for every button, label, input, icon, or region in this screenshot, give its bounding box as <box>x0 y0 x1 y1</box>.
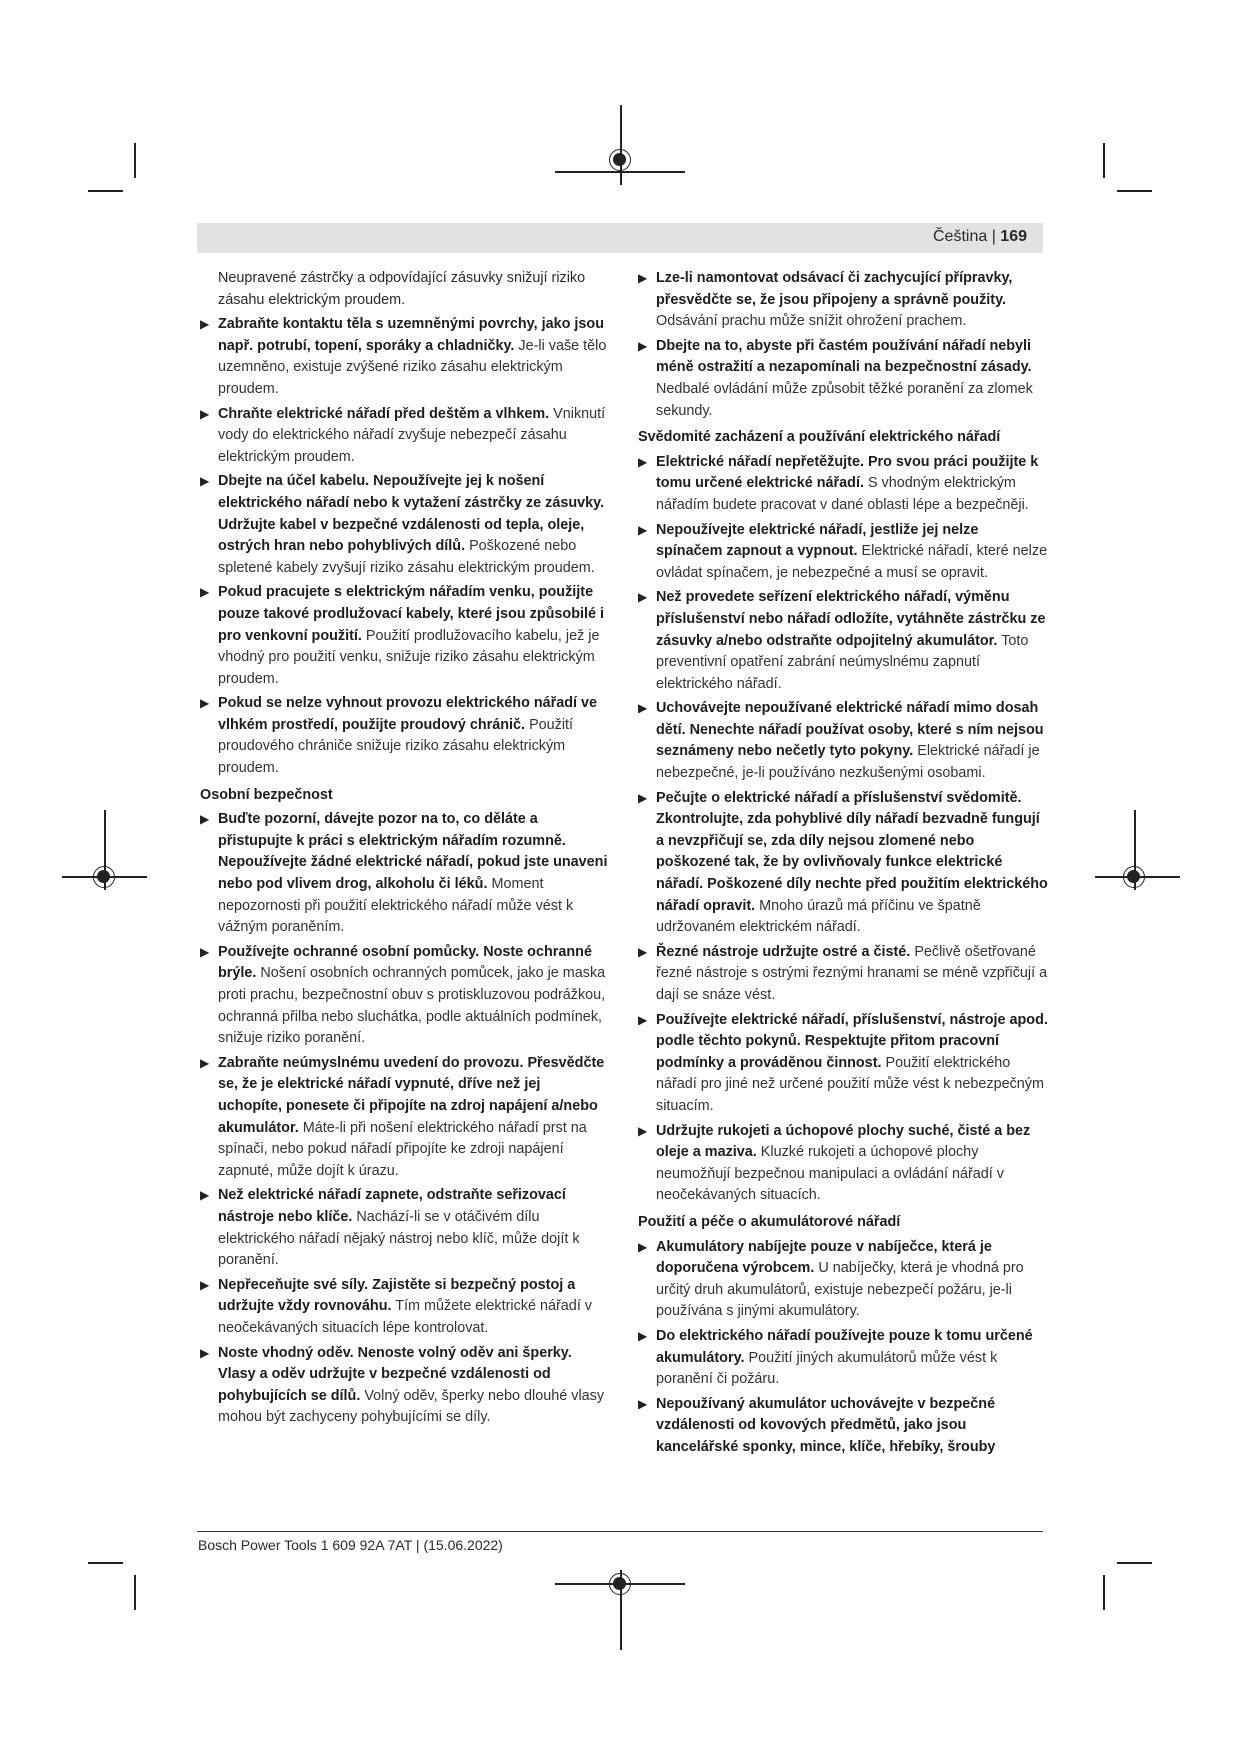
list-item: ▶ Nepoužívaný akumulátor uchovávejte v bezpečné vzdálenosti od kovových předmětů, jako jsou kancelářské sponky, mince, klíče, hřebíky, šrouby <box>638 1395 996 1455</box>
intro-paragraph: Neupravené zástrčky a odpovídající zásuvky snižují riziko zásahu elektrickým proudem. <box>218 270 586 308</box>
list-item: ▶ Lze-li namontovat odsávací či zachycující přípravky, přesvědčte se, že jsou připojeny a správně použity. Odsávání prachu může snížit ohrožení prachem. <box>638 270 1013 330</box>
triangle-bullet-icon: ▶ <box>638 1396 648 1411</box>
triangle-bullet-icon: ▶ <box>638 454 648 469</box>
triangle-bullet-icon: ▶ <box>638 338 648 353</box>
triangle-bullet-icon: ▶ <box>638 271 648 285</box>
list-item: ▶ Buďte pozorní, dávejte pozor na to, co děláte a přistupujte k práci s elektrickým nářadím rozumně. Nepoužívejte žádné elektrické nářadí, pokud jste unaveni nebo pod vlivem drog, alkoholu či léků. Moment nepozornosti při použití elektrického nářadí může vést k vážným poraněním. <box>200 811 608 936</box>
list-item: ▶ Nepoužívejte elektrické nářadí, jestliže jej nelze spínačem zapnout a vypnout. Elektrické nářadí, které nelze ovládat spínačem, je nebezpečné a musí se opravit. <box>638 521 1048 581</box>
triangle-bullet-icon: ▶ <box>638 1123 648 1138</box>
triangle-bullet-icon: ▶ <box>638 522 648 537</box>
list-item: ▶ Pokud se nelze vyhnout provozu elektrického nářadí ve vlhkém prostředí, použijte proudový chránič. Použití proudového chrániče snižuje riziko zásahu elektrickým proudem. <box>200 695 598 777</box>
left-column <box>200 268 608 1432</box>
right-column <box>638 268 1048 1461</box>
triangle-bullet-icon: ▶ <box>638 701 648 716</box>
list-item: ▶ Používejte elektrické nářadí, příslušenství, nástroje apod. podle těchto pokynů. Respektujte přitom pracovní podmínky a prováděnou činnost. Použití elektrického nářadí pro jiné než určené použití může vést k nebezpečným situacím. <box>638 1011 1048 1114</box>
triangle-bullet-icon: ▶ <box>200 474 210 489</box>
triangle-bullet-icon: ▶ <box>200 696 210 711</box>
triangle-bullet-icon: ▶ <box>200 317 210 332</box>
list-item: ▶ Zabraňte neúmyslnému uvedení do provozu. Přesvědčte se, že je elektrické nářadí vypnuté, dříve než jej uchopíte, ponesete či připojíte na zdroj napájení a/nebo akumulátor. Máte-li při nošení elektrického nářadí prst na spínači, nebo pokud nářadí připojíte ke zdroji napájení zapnuté, může dojít k úrazu. <box>200 1054 605 1179</box>
triangle-bullet-icon: ▶ <box>638 1328 648 1343</box>
page-footer: Bosch Power Tools 1 609 92A 7AT | (15.06.2022) <box>198 1537 503 1553</box>
triangle-bullet-icon: ▶ <box>638 1012 648 1027</box>
list-item: ▶ Akumulátory nabíjejte pouze v nabíječce, která je doporučena výrobcem. U nabíječky, která je vhodná pro určitý druh akumulátorů, existuje nebezpečí požáru, je-li používána s jinými akumulátory. <box>638 1238 1024 1320</box>
list-item: ▶ Než provedete seřízení elektrického nářadí, výměnu příslušenství nebo nářadí odložíte, vytáhněte zástrčku ze zásuvky a/nebo odstraňte odpojitelný akumulátor. Toto preventivní opatření zabrání neúmyslnému zapnutí elektrického nářadí. <box>638 589 1046 692</box>
list-item: ▶ Uchovávejte nepoužívané elektrické nářadí mimo dosah dětí. Nenechte nářadí používat osoby, které s ním nejsou seznámeny nebo nečetly tyto pokyny. Elektrické nářadí je nebezpečné, je-li používáno nezkušenými osobami. <box>638 700 1044 782</box>
triangle-bullet-icon: ▶ <box>200 1188 210 1203</box>
triangle-bullet-icon: ▶ <box>200 406 210 421</box>
list-item: ▶ Používejte ochranné osobní pomůcky. Noste ochranné brýle. Nošení osobních ochranných pomůcek, jako je maska proti prachu, bezpečnostní obuv s protiskluzovou podrážkou, ochranná přilba nebo sluchátka, podle aktuálních podmínek, snižuje riziko poranění. <box>200 943 606 1047</box>
triangle-bullet-icon: ▶ <box>638 944 648 959</box>
list-item: ▶ Než elektrické nářadí zapnete, odstraňte seřizovací nástroje nebo klíče. Nachází-li se v otáčivém dílu elektrického nářadí nějaký nástroj nebo klíč, může dojít k poranění. <box>200 1187 580 1269</box>
triangle-bullet-icon: ▶ <box>638 1239 648 1254</box>
triangle-bullet-icon: ▶ <box>200 1277 210 1292</box>
footer-divider <box>197 1531 1043 1532</box>
list-item: ▶ Nepřeceňujte své síly. Zajistěte si bezpečný postoj a udržujte vždy rovnováhu. Tím můžete elektrické nářadí v neočekávaných situacích lépe kontrolovat. <box>200 1276 593 1336</box>
triangle-bullet-icon: ▶ <box>638 790 648 805</box>
section-heading: Svědomité zacházení a používání elektrického nářadí <box>638 429 1001 446</box>
section-heading: Použití a péče o akumulátorové nářadí <box>638 1213 901 1230</box>
header-text <box>933 228 1027 246</box>
list-item: ▶ Noste vhodný oděv. Nenoste volný oděv ani šperky. Vlasy a oděv udržujte v bezpečné vzdálenosti od pohybujících se dílů. Volný oděv, šperky nebo dlouhé vlasy mohou být zachyceny pohybujícími se díly. <box>200 1344 605 1426</box>
list-item: ▶ Chraňte elektrické nářadí před deštěm a vlhkem. Vniknutí vody do elektrického nářadí zvyšuje nebezpečí zásahu elektrickým proudem. <box>200 405 606 465</box>
list-item: ▶ Do elektrického nářadí používejte pouze k tomu určené akumulátory. Použití jiných akumulátorů může vést k poranění či požáru. <box>638 1327 1033 1388</box>
triangle-bullet-icon: ▶ <box>200 812 210 827</box>
triangle-bullet-icon: ▶ <box>200 944 210 959</box>
section-heading: Osobní bezpečnost <box>200 786 333 803</box>
list-item: ▶ Dbejte na účel kabelu. Nepoužívejte jej k nošení elektrického nářadí nebo k vytažení zástrčky ze zásuvky. Udržujte kabel v bezpečné vzdálenosti od tepla, oleje, ostrých hran nebo pohyblivých dílů. Poškozené nebo spletené kabely zvyšují riziko zásahu elektrickým proudem. <box>200 473 605 576</box>
page-number: 169 <box>1000 228 1027 245</box>
list-item: ▶ Dbejte na to, abyste při častém používání nářadí nebyli méně ostražití a nezapomínali na bezpečnostní zásady. Nedbalé ovládání může způsobit těžké poranění za zlomek sekundy. <box>638 337 1033 419</box>
list-item: ▶ Pečujte o elektrické nářadí a příslušenství svědomitě. Zkontrolujte, zda pohyblivé díly nářadí bezvadně fungují a nevzpřičují se, zda díly nejsou zlomené nebo poškozené tak, že by ovlivňovaly funkce elektrické nářadí. Poškozené díly nechte před použitím elektrického nářadí opravit. Mnoho úrazů má příčinu ve špatně udržovaném elektrickém nářadí. <box>638 789 1048 936</box>
list-item: ▶ Elektrické nářadí nepřetěžujte. Pro svou práci použijte k tomu určené elektrické nářadí. S vhodným elektrickým nářadím budete pracovat v dané oblasti lépe a bezpečněji. <box>638 453 1039 513</box>
list-item: ▶ Udržujte rukojeti a úchopové plochy suché, čisté a bez oleje a maziva. Kluzké rukojeti a úchopové plochy neumožňují bezpečnou manipulaci a ovládání nářadí v neočekávaných situacích. <box>638 1122 1031 1204</box>
header-separator: | <box>991 228 996 245</box>
triangle-bullet-icon: ▶ <box>200 585 210 600</box>
list-item: ▶ Zabraňte kontaktu těla s uzemněnými povrchy, jako jsou např. potrubí, topení, sporáky a chladničky. Je-li vaše tělo uzemněno, existuje zvýšené riziko zásahu elektrickým proudem. <box>200 316 607 397</box>
list-item: ▶ Pokud pracujete s elektrickým nářadím venku, použijte pouze takové prodlužovací kabely, které jsou způsobilé i pro venkovní použití. Použití prodlužovacího kabelu, jež je vhodný pro použití venku, snižuje riziko zásahu elektrickým proudem. <box>200 584 604 687</box>
triangle-bullet-icon: ▶ <box>200 1345 210 1360</box>
triangle-bullet-icon: ▶ <box>638 590 648 605</box>
triangle-bullet-icon: ▶ <box>200 1055 210 1070</box>
header-language: Čeština <box>932 228 988 245</box>
page-header <box>197 223 1043 253</box>
list-item: ▶ Řezné nástroje udržujte ostré a čisté. Pečlivě ošetřované řezné nástroje s ostrými řeznými hranami se méně vzpřičují a dají se snáze vést. <box>638 943 1048 1003</box>
